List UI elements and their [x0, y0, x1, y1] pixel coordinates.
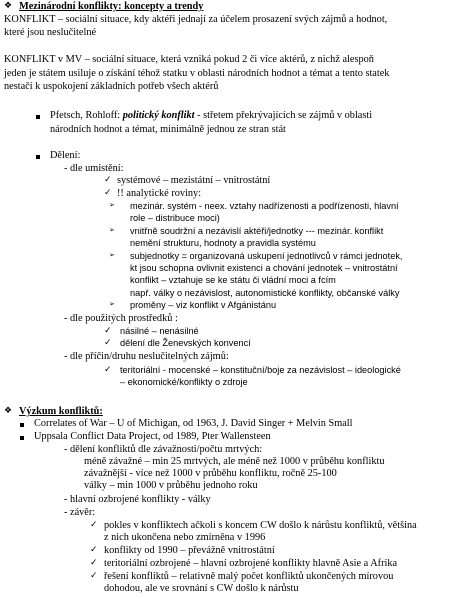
list-item: konflikt – vztahuje se ke státu či vládní moci a fcím [130, 275, 336, 285]
list-item: systémové – mezistátní – vnitrostátní [117, 175, 271, 186]
list-item: nemění strukturu, hodnoty a pravidla systému [130, 238, 316, 248]
check-icon: ✓ [104, 338, 112, 348]
pfetsch-line: národních hodnot a témat, minimálně jednou ze stran stát [50, 124, 286, 135]
list-item: Correlates of War – U of Michigan, od 1963, J. David Singer + Melvin Small [34, 418, 353, 429]
definition-text: – sociální situace, kdy aktéři jednají za účelem prosazení svých zájmů a hodnot, [55, 14, 388, 25]
pfetsch-prefix: Pfetsch, Rohloff: [50, 110, 123, 121]
list-item: méně závažné – min 25 mrtvých, ale méně než 1000 v průběhu konfliktu [84, 456, 385, 467]
list-item: závažnější - více než 1000 v průběhu konfliktu, ročně 25-100 [84, 468, 337, 479]
list-item: z nich ukončena nebo zmírněna v 1996 [104, 532, 266, 543]
list-item: např. války o nezávislost, autonomistické konflikty, občanské války [130, 288, 400, 298]
list-item: násilné – nenásilné [120, 326, 199, 336]
definition-line: které jsou neslučitelné [4, 27, 97, 38]
check-icon: ✓ [90, 545, 98, 555]
arrow-bullet-icon: ➢ [109, 300, 115, 308]
diamond-four-icon: ❖ [4, 1, 13, 11]
list-item: !! analytické roviny: [117, 188, 202, 199]
square-bullet-icon [36, 115, 40, 119]
section-heading: Výzkum konfliktů: [19, 406, 103, 417]
definition-line [4, 15, 387, 25]
check-icon: ✓ [104, 326, 112, 336]
list-item: dohodou, ale ve srovnání s CW došlo k nárůstu [104, 583, 299, 594]
deleni-subheading: - dle použitých prostředků : [64, 313, 178, 324]
definition-line: KONFLIKT v MV – sociální situace, která vzniká pokud 2 či více aktérů, z nichž alespoň [4, 54, 374, 65]
list-item: pokles v konfliktech ačkoli s koncem CW došlo k nárůstu konfliktů, většina [104, 520, 417, 531]
list-item: Uppsala Conflict Data Project, od 1989, Pter Wallensteen [34, 431, 271, 442]
square-bullet-icon [20, 423, 24, 427]
research-subheading: - závěr: [64, 507, 96, 518]
deleni-label: Dělení: [50, 150, 81, 161]
research-subheading: - hlavní ozbrojené konflikty - války [64, 494, 211, 505]
section-heading: Mezinárodní konflikty: koncepty a trendy [19, 1, 204, 12]
list-item: řešení konfliktů – relativně malý počet konfliktů ukončených mírovou [104, 571, 394, 582]
list-item: mezinár. systém - neex. vztahy nadřízenosti a podřízenosti, hlavní [130, 201, 399, 211]
check-icon: ✓ [90, 558, 98, 568]
check-icon: ✓ [104, 188, 112, 198]
diamond-four-icon: ❖ [4, 406, 13, 416]
arrow-bullet-icon: ➢ [109, 251, 115, 259]
check-icon: ✓ [90, 571, 98, 581]
arrow-bullet-icon: ➢ [109, 226, 115, 234]
definition-line: nestačí k uspokojení základních potřeb všech aktérů [4, 81, 219, 92]
list-item: teritoriální - mocenské – konstituční/boje za nezávislost – ideologické [120, 365, 401, 375]
list-item: – ekonomické/konflikty o zdroje [120, 377, 248, 387]
deleni-subheading: - dle příčin/druhu neslučitelných zájmů: [64, 351, 229, 362]
list-item: kt jsou schopna ovlivnit existenci a chování jednotek – vnitrostátní [130, 263, 398, 273]
research-subheading: - dělení konfliktů dle závažnosti/počtu mrtvých: [64, 444, 263, 455]
list-item: subjednotky = organizovaná uskupení jednotlivců v rámci jednotek, [130, 251, 403, 261]
square-bullet-icon [20, 436, 24, 440]
check-icon: ✓ [104, 365, 112, 375]
list-item: teritoriální ozbrojené – hlavní ozbrojené konflikty hlavně Asie a Afrika [104, 558, 398, 569]
pfetsch-line [50, 111, 372, 121]
definition-term: KONFLIKT [4, 14, 56, 25]
definition-line: jeden je státem usiluje o získání téhož statku v oblasti národních hodnot a témat a tento statek [4, 68, 390, 79]
list-item: role – distribuce moci) [130, 213, 220, 223]
square-bullet-icon [36, 155, 40, 159]
check-icon: ✓ [104, 175, 112, 185]
list-item: dělení dle Ženevských konvencí [120, 338, 251, 348]
check-icon: ✓ [90, 520, 98, 530]
arrow-bullet-icon: ➢ [109, 201, 115, 209]
pfetsch-term: politický konflikt [122, 110, 195, 121]
pfetsch-rest: - střetem překrývajících se zájmů v oblasti [194, 110, 373, 121]
list-item: konflikty od 1990 – převážně vnitrostátní [104, 545, 275, 556]
deleni-subheading: - dle umistění: [64, 163, 124, 174]
list-item: vnitřně soudržní a nezávislí aktéři/jednotky --- mezinár. konflikt [130, 226, 384, 236]
list-item: proměny – viz konflikt v Afgánistánu [130, 300, 277, 310]
list-item: války – min 1000 v průběhu jednoho roku [84, 480, 258, 491]
